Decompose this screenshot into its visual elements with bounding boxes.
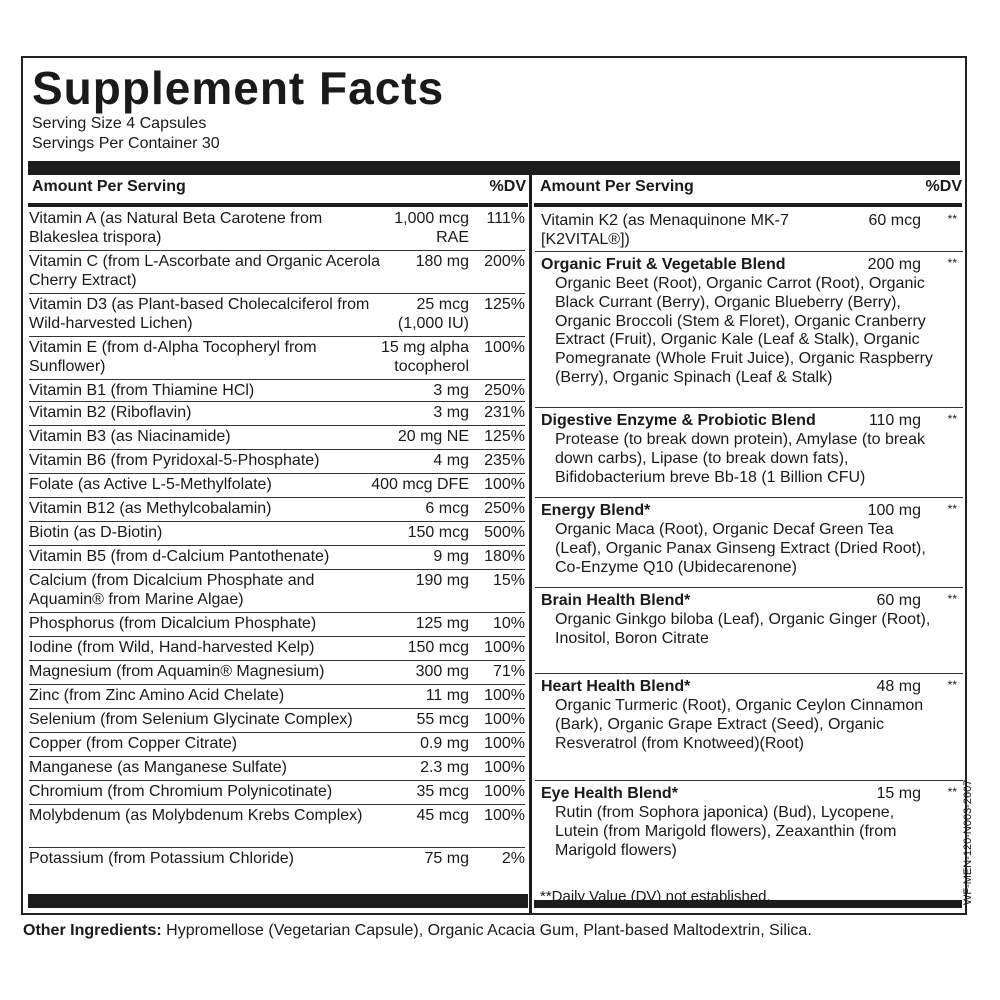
nutrient-dv: 100% — [484, 476, 525, 493]
nutrient-row — [29, 781, 525, 805]
nutrient-name: Chromium (from Chromium Polynicotinate) — [29, 783, 333, 800]
blend-row — [535, 588, 963, 674]
nutrient-name: Folate (as Active L-5-Methylfolate) — [29, 476, 272, 493]
blend-name: Energy Blend* — [541, 502, 651, 519]
nutrient-dv: 250% — [484, 382, 525, 399]
blend-ingredients: Organic Ginkgo biloba (Leaf), Organic Ginger (Root), Inositol, Boron Citrate — [555, 611, 931, 647]
nutrient-dv: 100% — [484, 735, 525, 752]
nutrient-dv: 500% — [484, 524, 525, 541]
nutrient-name: Vitamin B12 (as Methylcobalamin) — [29, 500, 272, 517]
nutrient-name: Selenium (from Selenium Glycinate Complex) — [29, 711, 353, 728]
blend-dv: ** — [947, 592, 957, 606]
nutrient-name: Vitamin A (as Natural Beta Carotene from Blakeslea trispora) — [29, 210, 323, 246]
nutrient-amount: 35 mcg — [416, 783, 469, 800]
nutrient-dv: 100% — [484, 639, 525, 656]
nutrient-row — [29, 450, 525, 474]
blend-row — [535, 498, 963, 588]
nutrient-amount: 6 mcg — [425, 500, 469, 517]
blend-dv: ** — [947, 256, 957, 270]
blend-name: Eye Health Blend* — [541, 785, 678, 802]
blend-amount: 60 mg — [876, 592, 921, 609]
nutrient-row — [29, 208, 525, 251]
blend-ingredients: Organic Maca (Root), Organic Decaf Green Tea (Leaf), Organic Panax Ginseng Extract (Dried Root), Co-Enzyme Q10 (Ubidecarenone) — [555, 521, 926, 576]
nutrient-dv: 235% — [484, 452, 525, 469]
blend-name: Brain Health Blend* — [541, 592, 691, 609]
nutrient-amount: 75 mg — [424, 850, 469, 867]
nutrient-dv: 100% — [484, 783, 525, 800]
nutrient-amount: 9 mg — [433, 548, 469, 565]
nutrient-dv: 250% — [484, 500, 525, 517]
nutrient-dv: 2% — [501, 850, 525, 867]
supplement-facts-panel — [21, 56, 967, 915]
nutrient-row — [29, 402, 525, 426]
nutrient-amount: 20 mg NE — [397, 428, 469, 445]
nutrient-name: Manganese (as Manganese Sulfate) — [29, 759, 287, 776]
blend-row — [535, 781, 963, 879]
nutrient-amount: 0.9 mg — [420, 735, 469, 752]
right-column-header — [540, 177, 962, 197]
top-rule — [28, 161, 960, 175]
blend-dv: ** — [947, 412, 957, 426]
blend-dv: ** — [947, 212, 957, 226]
serving-size: Serving Size 4 Capsules — [32, 115, 207, 132]
nutrient-row — [29, 426, 525, 450]
left-bottom-rule — [28, 894, 528, 908]
nutrient-dv: 231% — [484, 404, 525, 421]
nutrient-amount: 55 mcg — [416, 711, 469, 728]
left-amount-header: Amount Per Serving — [32, 178, 186, 195]
nutrient-dv: 100% — [484, 711, 525, 728]
nutrient-name: Phosphorus (from Dicalcium Phosphate) — [29, 615, 317, 632]
nutrient-name: Calcium (from Dicalcium Phosphate and Aquamin® from Marine Algae) — [29, 572, 315, 608]
other-ingredients-label: Other Ingredients: — [23, 922, 162, 939]
blend-name: Vitamin K2 (as Menaquinone MK-7 [K2VITAL®]) — [541, 212, 789, 248]
nutrient-amount: 4 mg — [433, 452, 469, 469]
right-dv-header: %DV — [925, 178, 962, 195]
blend-name: Heart Health Blend* — [541, 678, 691, 695]
blend-amount: 200 mg — [867, 256, 921, 273]
left-header-rule — [28, 203, 528, 207]
blend-row — [535, 252, 963, 408]
nutrient-row — [29, 613, 525, 637]
nutrient-amount: 45 mcg — [416, 807, 469, 824]
nutrient-row — [29, 498, 525, 522]
nutrient-dv: 111% — [486, 210, 525, 227]
footnote: **Daily Value (DV) not established. — [540, 888, 771, 905]
nutrient-name: Copper (from Copper Citrate) — [29, 735, 238, 752]
nutrient-dv: 100% — [484, 807, 525, 824]
nutrient-amount: 2.3 mg — [420, 759, 469, 776]
nutrient-amount: 300 mg — [415, 663, 469, 680]
nutrient-row — [29, 570, 525, 613]
other-ingredients-text: Hypromellose (Vegetarian Capsule), Organic Acacia Gum, Plant-based Maltodextrin, Silica. — [161, 922, 812, 939]
panel-title: Supplement Facts — [32, 62, 445, 114]
blend-amount: 100 mg — [867, 502, 921, 519]
left-dv-header: %DV — [489, 178, 526, 195]
left-column-header — [32, 177, 526, 197]
serving-info — [32, 114, 220, 154]
blend-dv: ** — [947, 785, 957, 799]
nutrient-row — [29, 294, 525, 337]
blend-ingredients: Organic Turmeric (Root), Organic Ceylon Cinnamon (Bark), Organic Grape Extract (Seed), Organic Resveratrol (from Knotweed)(Root) — [555, 697, 924, 752]
nutrient-row — [29, 337, 525, 380]
blend-name: Organic Fruit & Vegetable Blend — [541, 256, 786, 273]
nutrient-row — [29, 251, 525, 294]
blend-ingredients: Organic Beet (Root), Organic Carrot (Root), Organic Black Currant (Berry), Organic Blueberry (Berry), Organic Broccoli (Stem & Floret), Organic Cranberry Extract (Fruit), Organic Kale (Leaf & Stalk), Organic Pomegranate (Whole Fruit Juice), Organic Raspberry (Berry), Organic Spinach (Leaf & Stalk) — [555, 275, 933, 386]
nutrient-row — [29, 474, 525, 498]
blend-amount: 110 mg — [868, 412, 921, 429]
nutrient-amount: 180 mg — [415, 253, 469, 270]
nutrient-amount: 190 mg — [415, 572, 469, 589]
nutrient-dv: 180% — [484, 548, 525, 565]
blend-row — [535, 208, 963, 252]
nutrient-dv: 125% — [484, 296, 525, 313]
nutrient-amount: 3 mg — [433, 382, 469, 399]
nutrient-dv: 10% — [492, 615, 525, 632]
nutrient-dv: 100% — [484, 759, 525, 776]
nutrient-amount: 15 mg alpha tocopherol — [380, 339, 469, 375]
nutrient-name: Molybdenum (as Molybdenum Krebs Complex) — [29, 807, 363, 824]
blend-amount: 15 mg — [876, 785, 921, 802]
nutrient-name: Zinc (from Zinc Amino Acid Chelate) — [29, 687, 285, 704]
nutrient-amount: 11 mg — [425, 687, 469, 704]
nutrient-amount: 150 mcg — [407, 524, 469, 541]
blend-dv: ** — [947, 502, 957, 516]
nutrient-dv: 71% — [492, 663, 525, 680]
nutrient-row — [29, 733, 525, 757]
nutrient-row — [29, 380, 525, 402]
right-header-rule — [534, 203, 962, 207]
nutrient-name: Potassium (from Potassium Chloride) — [29, 850, 294, 867]
nutrient-name: Vitamin B1 (from Thiamine HCl) — [29, 382, 255, 399]
nutrient-row — [29, 757, 525, 781]
nutrient-name: Vitamin B5 (from d-Calcium Pantothenate) — [29, 548, 330, 565]
nutrient-row — [29, 685, 525, 709]
nutrient-row — [29, 661, 525, 685]
blend-row — [535, 674, 963, 781]
blend-dv: ** — [947, 678, 957, 692]
product-code: WF-MEN-120-N003-2607 — [962, 779, 974, 905]
servings-per-container: Servings Per Container 30 — [32, 135, 220, 152]
nutrient-row — [29, 637, 525, 661]
nutrient-name: Biotin (as D-Biotin) — [29, 524, 163, 541]
nutrient-name: Vitamin B3 (as Niacinamide) — [29, 428, 231, 445]
blend-row — [535, 408, 963, 498]
nutrient-amount: 125 mg — [415, 615, 469, 632]
nutrient-row — [29, 546, 525, 570]
nutrient-name: Vitamin D3 (as Plant-based Cholecalciferol from Wild-harvested Lichen) — [29, 296, 370, 332]
nutrient-name: Vitamin E (from d-Alpha Tocopheryl from Sunflower) — [29, 339, 317, 375]
nutrient-row — [29, 709, 525, 733]
nutrient-amount: 3 mg — [433, 404, 469, 421]
right-amount-header: Amount Per Serving — [540, 178, 694, 195]
column-divider — [529, 161, 532, 913]
nutrient-name: Iodine (from Wild, Hand-harvested Kelp) — [29, 639, 315, 656]
nutrient-row — [29, 848, 525, 872]
nutrient-dv: 100% — [484, 339, 525, 356]
blend-name: Digestive Enzyme & Probiotic Blend — [541, 412, 816, 429]
nutrient-dv: 100% — [484, 687, 525, 704]
nutrient-dv: 15% — [492, 572, 525, 589]
nutrient-amount: 400 mcg DFE — [371, 476, 469, 493]
nutrient-dv: 125% — [484, 428, 525, 445]
nutrient-name: Vitamin B6 (from Pyridoxal-5-Phosphate) — [29, 452, 320, 469]
nutrient-row — [29, 805, 525, 848]
nutrient-dv: 200% — [484, 253, 525, 270]
blend-amount: 60 mcg — [868, 212, 921, 229]
nutrient-name: Vitamin C (from L-Ascorbate and Organic Acerola Cherry Extract) — [29, 253, 380, 289]
nutrient-name: Vitamin B2 (Riboflavin) — [29, 404, 192, 421]
blend-ingredients: Protease (to break down protein), Amylase (to break down carbs), Lipase (to break down fats), Bifidobacterium breve Bb-18 (1 Billion CFU) — [555, 431, 925, 486]
nutrient-amount: 25 mcg (1,000 IU) — [397, 296, 469, 332]
nutrient-amount: 1,000 mcg RAE — [394, 210, 469, 246]
blend-ingredients: Rutin (from Sophora japonica) (Bud), Lycopene, Lutein (from Marigold flowers), Zeaxanthin (from Marigold flowers) — [555, 804, 897, 859]
nutrient-amount: 150 mcg — [407, 639, 469, 656]
blend-amount: 48 mg — [876, 678, 921, 695]
nutrient-name: Magnesium (from Aquamin® Magnesium) — [29, 663, 325, 680]
other-ingredients — [23, 922, 812, 940]
nutrient-row — [29, 522, 525, 546]
